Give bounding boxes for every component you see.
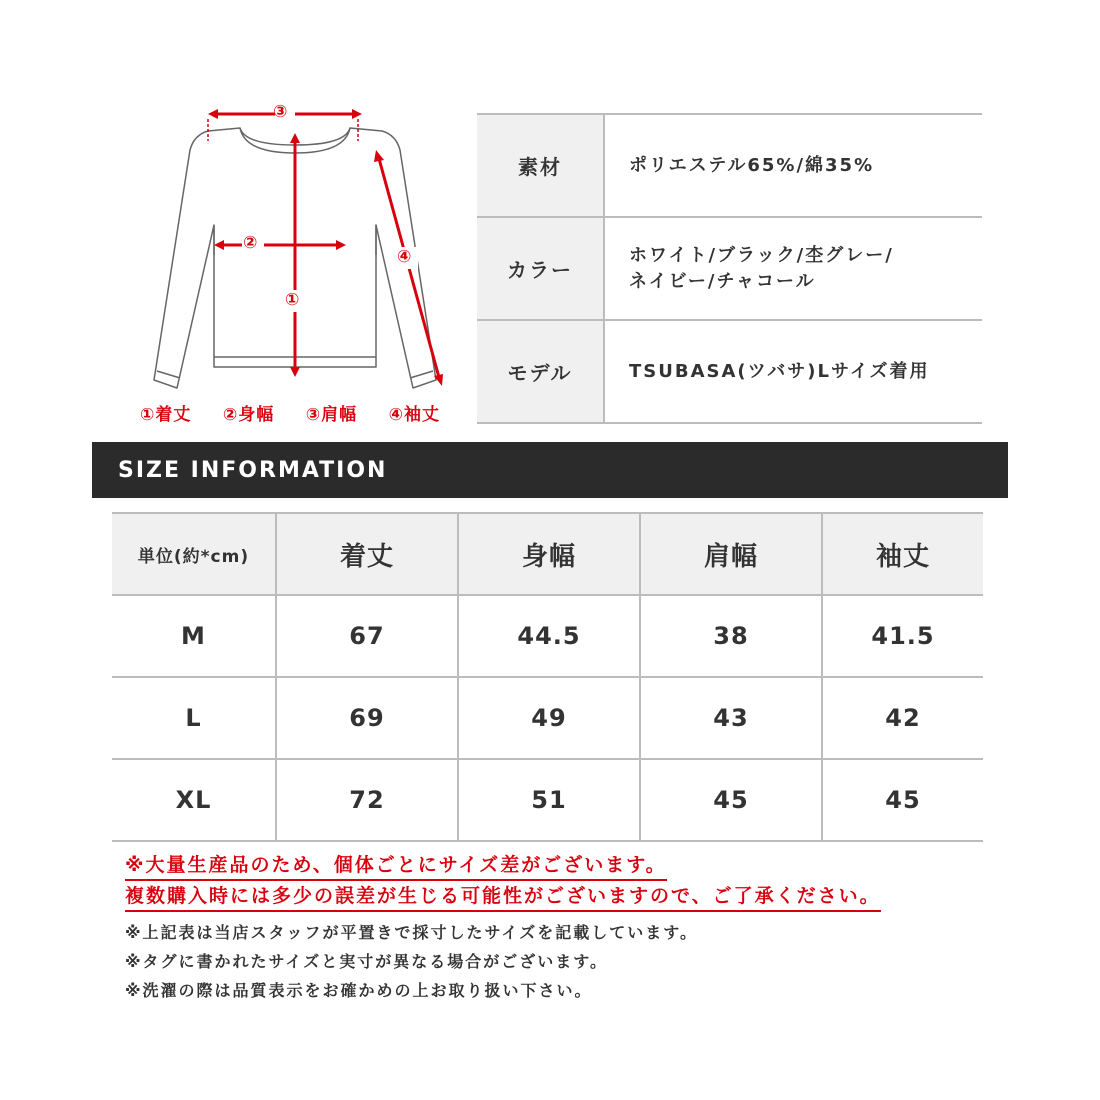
spec-row-material — [477, 115, 982, 218]
spec-value — [605, 218, 982, 319]
marker-sleeve: ④ — [397, 247, 412, 267]
info-note: ※洗濯の際は品質表示をお確かめの上お取り扱い下さい。 — [125, 981, 593, 1000]
spec-label: カラー — [477, 218, 605, 319]
marker-width: ② — [243, 233, 258, 253]
legend-width: ②身幅 — [222, 405, 275, 425]
info-notes — [125, 918, 995, 1005]
spec-value — [605, 115, 982, 216]
spec-value-line: TSUBASA(ツバサ)Lサイズ着用 — [629, 360, 930, 382]
spec-table — [477, 113, 982, 424]
table-cell: 51 — [459, 760, 641, 840]
spec-label: モデル — [477, 321, 605, 422]
header-cell: 単位(約*cm) — [112, 514, 277, 594]
spec-label: 素材 — [477, 115, 605, 216]
table-cell: 67 — [277, 596, 459, 676]
legend-length: ①着丈 — [140, 405, 192, 425]
size-table — [112, 512, 983, 842]
table-cell: 41.5 — [871, 622, 935, 650]
spec-row-color — [477, 218, 982, 321]
marker-shoulder: ③ — [273, 102, 288, 122]
spec-value-line: ポリエステル65%/綿35% — [629, 154, 875, 176]
table-cell: 38 — [641, 596, 823, 676]
diagram-legend — [140, 400, 440, 425]
marker-length: ① — [285, 290, 300, 310]
header-cell: 肩幅 — [641, 514, 823, 594]
size-label: XL — [112, 760, 277, 840]
garment-diagram — [130, 95, 460, 435]
table-row — [112, 760, 983, 842]
size-information-banner: SIZE INFORMATION — [92, 442, 1008, 498]
legend-shoulder: ③肩幅 — [305, 405, 358, 425]
table-cell: 44.5 — [459, 596, 641, 676]
size-label: M — [112, 596, 277, 676]
table-cell: 42 — [885, 704, 921, 732]
spec-row-model — [477, 321, 982, 424]
size-table-header — [112, 514, 983, 596]
table-cell: 49 — [459, 678, 641, 758]
table-cell: 45 — [641, 760, 823, 840]
header-cell: 着丈 — [277, 514, 459, 594]
table-cell: 72 — [277, 760, 459, 840]
header-cell: 袖丈 — [875, 541, 930, 572]
table-cell: 43 — [641, 678, 823, 758]
table-row — [112, 596, 983, 678]
warning-note: 複数購入時には多少の誤差が生じる可能性がございますので、ご了承ください。 — [125, 882, 881, 912]
table-cell: 45 — [885, 786, 921, 814]
header-cell: 身幅 — [459, 514, 641, 594]
spec-value-line: ネイビー/チャコール — [629, 270, 816, 292]
spec-value — [605, 321, 982, 422]
size-label: L — [112, 678, 277, 758]
info-note: ※タグに書かれたサイズと実寸が異なる場合がございます。 — [125, 952, 608, 971]
table-row — [112, 678, 983, 760]
spec-value-line: ホワイト/ブラック/杢グレー/ — [629, 244, 894, 266]
legend-sleeve: ④袖丈 — [388, 405, 440, 425]
table-cell: 69 — [277, 678, 459, 758]
info-note: ※上記表は当店スタッフが平置きで採寸したサイズを記載しています。 — [125, 923, 698, 942]
warning-notes — [125, 850, 995, 912]
warning-note: ※大量生産品のため、個体ごとにサイズ差がございます。 — [125, 851, 667, 881]
